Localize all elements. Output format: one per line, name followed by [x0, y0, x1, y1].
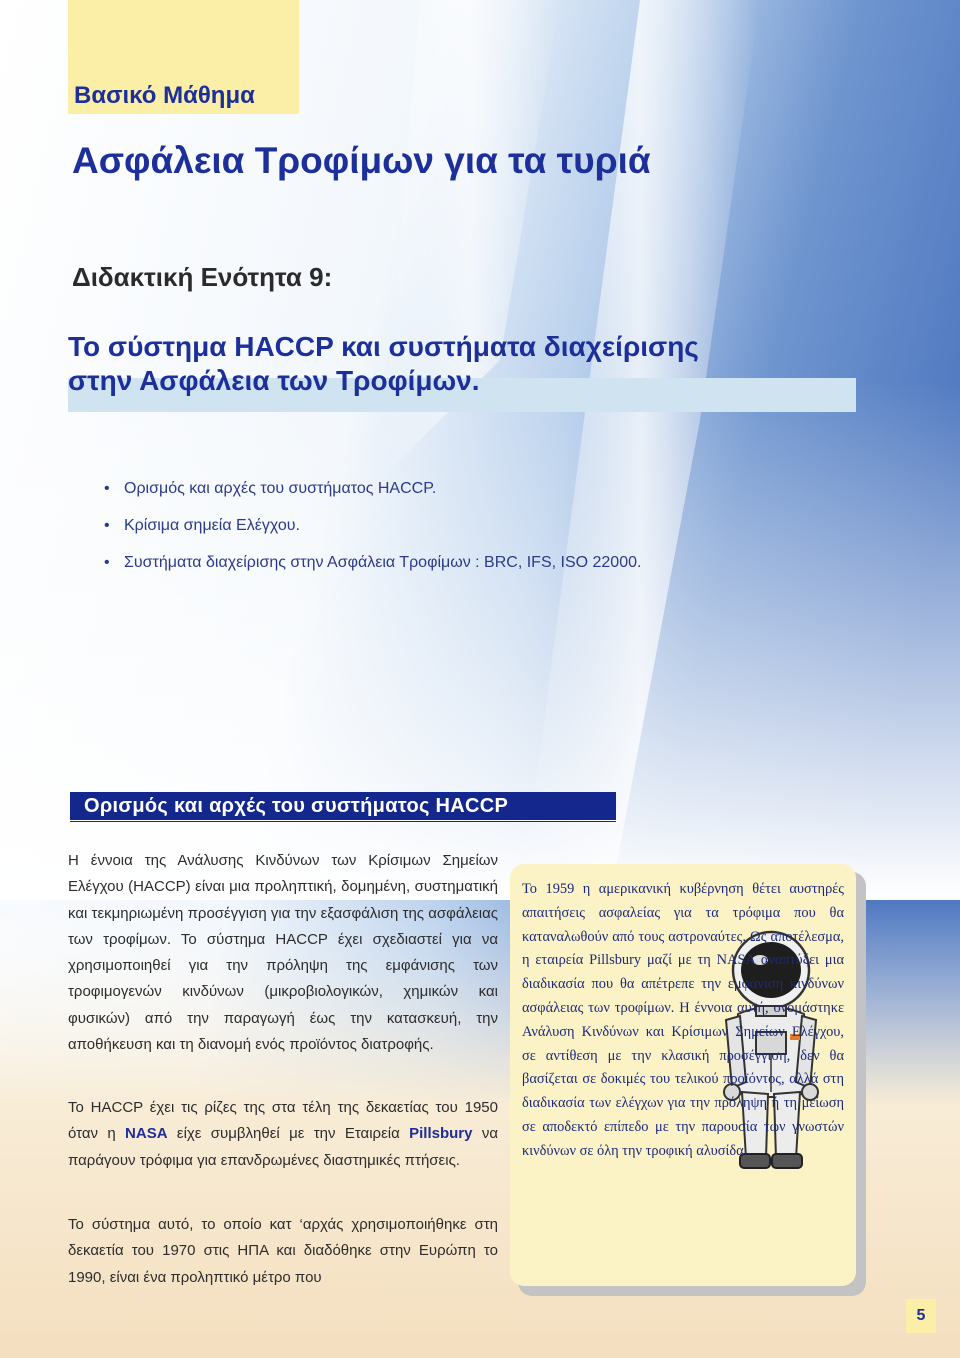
- body-paragraph-3: Το σύστημα αυτό, το οποίο κατ ‘αρχάς χρησιμοποιήθηκε στη δεκαετία του 1970 στις ΗΠΑ και διαδόθηκε στην Ευρώπη το 1990, είναι ένα προληπτικό μέτρο που: [68, 1216, 498, 1286]
- outline-item-text: Συστήματα διαχείρισης στην Ασφάλεια Τροφίμων : BRC, IFS, ISO 22000.: [124, 554, 642, 571]
- unit-subtitle-line-1: Το σύστημα HACCP και συστήματα διαχείρισης: [68, 331, 699, 362]
- nasa-highlight: NASA: [125, 1125, 168, 1143]
- paragraph-2-text-c: να παράγουν τρόφιμα για επανδρωμένες διαστημικές πτήσεις.: [68, 1125, 498, 1169]
- outline-item: [104, 478, 641, 515]
- bullet-icon: •: [104, 554, 110, 571]
- outline-item: [104, 515, 641, 552]
- outline-list: [104, 478, 641, 589]
- pillsbury-highlight: Pillsbury: [409, 1125, 473, 1143]
- unit-title: Διδακτική Ενότητα 9:: [72, 262, 333, 292]
- unit-subtitle-line-2: στην Ασφάλεια των Τροφίμων.: [68, 365, 480, 396]
- outline-item: [104, 552, 641, 589]
- outline-item-text: Κρίσιμα σημεία Ελέγχου.: [124, 517, 300, 534]
- body-paragraph-2: [68, 1095, 498, 1174]
- page-number: 5: [906, 1299, 936, 1333]
- body-paragraph-1: Η έννοια της Ανάλυσης Κινδύνων των Κρίσιμων Σημείων Ελέγχου (HACCP) είναι μια προληπτική, δομημένη, συστηματική και τεκμηριωμένη προσέγγιση για την εξασφάλιση της ασφάλειας των τροφίμων. Το σύστημα HACCP έχει σχεδιαστεί για να χρησιμοποιηθεί για την πρόληψη της εμφάνισης των τροφιμογενών κινδύνων (μικροβιολογικών, χημικών και φυσικών) από την παραγωγή έως την κατασκευή, την αποθήκευση και τη διανομή ενός προϊόντος διατροφής.: [68, 852, 498, 1054]
- note-text: Το 1959 η αμερικανική κυβέρνηση θέτει αυστηρές απαιτήσεις ασφαλείας για τα τρόφιμα που θα καταναλωθούν από τους αστροναύτες. Ως αποτέλεσμα, η εταιρεία Pillsbury μαζί με τη NASA αναπτύξει μια διαδικασία που θα απέτρεπε την εμφάνιση κινδύνων ασφάλειας των τροφίμων. Η έννοια αυτή, ονομάστηκε Ανάλυση Κινδύνων και Κρίσιμων Σημείων Ελέγχου, σε αντίθεση με την κλασική προσέγγιση, δεν θα βασίζεται σε δοκιμές του τελικού προϊόντος, αλλά στη διαδικασία των ελέγχων για την πρόληψη ή τη μείωση σε αποδεκτό επίπεδο με την παρουσία των γνωστών κινδύνων σε όλη την τροφική αλυσίδα..: [522, 881, 844, 1159]
- paragraph-2-text-a: Το HACCP έχει τις ρίζες της στα τέλη της δεκαετίας του 1950 όταν η: [68, 1099, 498, 1143]
- paragraph-2-text-b: είχε συμβληθεί με την Εταιρεία: [167, 1125, 410, 1143]
- course-label: Βασικό Μάθημα: [74, 82, 255, 109]
- section-rule: [70, 821, 616, 822]
- main-title: Ασφάλεια Τροφίμων για τα τυριά: [72, 140, 651, 181]
- bullet-icon: •: [104, 480, 110, 497]
- unit-subtitle: [68, 330, 848, 398]
- section-heading: Ορισμός και αρχές του συστήματος HACCP: [70, 792, 616, 820]
- bullet-icon: •: [104, 517, 110, 534]
- outline-item-text: Ορισμός και αρχές του συστήματος HACCP.: [124, 480, 437, 497]
